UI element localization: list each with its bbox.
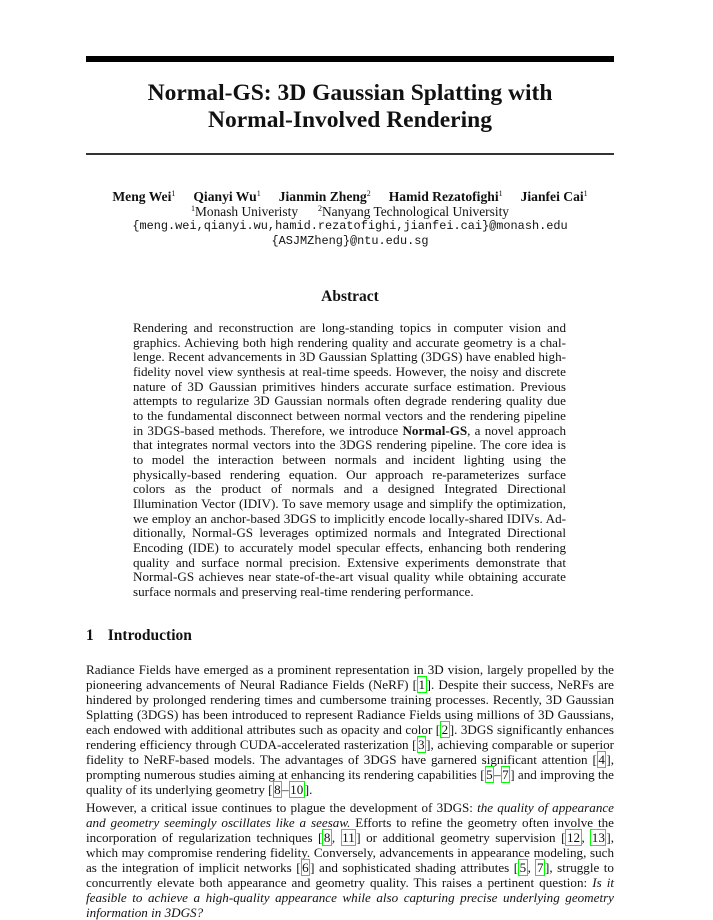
author-name-text: Jianmin Zheng bbox=[278, 189, 367, 204]
citation-link[interactable]: 8 bbox=[323, 830, 331, 846]
citation-separator: , bbox=[581, 830, 591, 846]
author-name-text: Hamid Rezatofighi bbox=[388, 189, 499, 204]
citation-separator: , bbox=[527, 860, 536, 876]
emphasis-text: Is it feasible to achieve a high-quality appearance while also capturing precise underlying geometry information in 3DGS? bbox=[86, 875, 614, 920]
author-name-text: Qianyi Wu bbox=[193, 189, 257, 204]
text-run: ] or additional geometry supervision [ bbox=[356, 830, 566, 846]
section-title: Introduction bbox=[107, 627, 192, 644]
author-name bbox=[521, 189, 588, 204]
intro-paragraph-1 bbox=[86, 662, 614, 797]
text-run: ], prompting numerous studies aiming at enhancing its rendering capabilities [ bbox=[86, 752, 614, 783]
abstract-part: , a novel approach that integrates normal vectors into the 3DGS rendering pipeline. The core idea is to model the interaction between normals and incident lighting using the physically-based rendering equation. Our approach re-parameterizes surface colors as the product of normals and a designed Integrated Directional Illumination Vector (IDIV). To save memory usage and simplify the optimization, we employ an anchor-based 3DGS to implicitly encode locally-shared IDIVs. Additionally, Normal-GS leverages optimized normals and Integrated Directional Encoding (IDE) to accurately model specular effects, enhancing both rendering quality and surface normal precision. Extensive experiments demonstrate that Normal-GS achieves near state-of-the-art visual quality while obtaining accurate surface normals and preserving real-time rendering performance. bbox=[133, 422, 566, 599]
author-name bbox=[112, 189, 175, 204]
section-number: 1 bbox=[86, 627, 94, 644]
abstract-heading: Abstract bbox=[321, 288, 379, 305]
affiliation-mark: 1 bbox=[190, 204, 195, 213]
email-line: {meng.wei,qianyi.wu,hamid.rezatofighi,jianfei.cai}@monash.edu bbox=[132, 219, 568, 233]
abstract-text bbox=[133, 321, 566, 599]
citation-link[interactable]: 7 bbox=[502, 767, 509, 783]
method-name: Normal-GS bbox=[402, 422, 468, 438]
author-name bbox=[193, 189, 260, 204]
text-run: ], struggle to concurrently elevate both appearance and geometry quality. This raises a pertinent question: bbox=[86, 860, 614, 891]
email-line: {ASJMZheng}@ntu.edu.sg bbox=[271, 234, 429, 248]
citation-link[interactable]: 5 bbox=[486, 767, 493, 783]
emphasis-text: the quality of appearance and geometry seemingly oscillates like a seesaw. bbox=[86, 800, 614, 831]
affiliation-name: Monash Univeristy bbox=[194, 204, 299, 219]
paper-title bbox=[86, 80, 614, 134]
affiliation-name: Nanyang Technological University bbox=[322, 204, 509, 219]
citation-link[interactable]: 6 bbox=[302, 860, 309, 876]
text-run: However, a critical issue continues to plague the development of 3DGS: bbox=[86, 800, 478, 815]
title-top-rule bbox=[86, 56, 614, 62]
author-name bbox=[279, 189, 371, 204]
text-run: Efforts to refine the geometry often involve the incorporation of regularization techniques [ bbox=[86, 815, 614, 846]
title-line-2: Normal-Involved Rendering bbox=[208, 107, 492, 133]
affiliation bbox=[191, 204, 298, 219]
citation-range-dash: – bbox=[282, 782, 289, 798]
text-run: ]. Despite their success, NeRFs are hindered by prolonged rendering times and cumbersome training processes. Recently, 3D Gaussian Splatting (3DGS) has been introduced to represent Radiance Fields using millions of 3D Gaussians, each endowed with additional attributes such as opacity and color [ bbox=[86, 677, 614, 738]
citation-range-dash: – bbox=[494, 767, 501, 783]
affiliation-mark: 2 bbox=[318, 204, 323, 213]
author-affil-mark: 1 bbox=[583, 189, 588, 198]
author-names bbox=[86, 188, 614, 205]
author-affil-mark: 1 bbox=[498, 189, 503, 198]
citation-link[interactable]: 3 bbox=[418, 737, 425, 753]
citation-link[interactable]: 5 bbox=[519, 860, 527, 876]
text-run: ] and sophisticated shading attributes [ bbox=[310, 860, 519, 876]
intro-paragraph-2 bbox=[86, 800, 614, 920]
text-run: ], which may compromise rendering fidelity. Conversely, advancements in appearance modeling, such as the integration of implicit networks [ bbox=[86, 830, 615, 876]
citation-link[interactable]: 7 bbox=[536, 860, 544, 876]
citation-separator: , bbox=[331, 830, 341, 846]
citation-link[interactable]: 11 bbox=[342, 830, 355, 846]
affiliations bbox=[86, 204, 614, 219]
citation-link[interactable]: 4 bbox=[598, 752, 605, 768]
affiliation bbox=[318, 204, 509, 219]
text-run: Radiance Fields have emerged as a prominent representation in 3D vision, largely propelled by the pioneering advancements of Neural Radiance Fields (NeRF) [ bbox=[86, 662, 614, 693]
author-name-text: Meng Wei bbox=[112, 189, 172, 204]
title-line-1: Normal-GS: 3D Gaussian Splatting with bbox=[147, 80, 553, 106]
author-block bbox=[86, 188, 614, 249]
author-name bbox=[389, 189, 503, 204]
author-affil-mark: 1 bbox=[256, 189, 261, 198]
author-affil-mark: 2 bbox=[366, 189, 371, 198]
citation-link[interactable]: 13 bbox=[591, 830, 605, 846]
citation-link[interactable]: 1 bbox=[418, 677, 426, 693]
citation-link[interactable]: 12 bbox=[566, 830, 581, 846]
title-bottom-rule bbox=[86, 153, 614, 155]
text-run: ]. 3DGS significantly enhances rendering efficiency through CUDA-accelerated rasterization [ bbox=[86, 722, 614, 753]
abstract-part: Rendering and reconstruction are long-standing topics in computer vision and graphics. Achieving both high rendering quality and accurate geometry is a challenge. Recent advancements in 3D Gaussian Splatting (3DGS) have enabled high-fidelity novel view synthesis at real-time speeds. However, the noisy and discrete nature of 3D Gaussian primitives hinders accurate surface estimation. Previous attempts to regularize 3D Gaussian normals often degrade rendering quality due to the fundamental disconnect between normal vectors and the rendering pipeline in 3DGS-based methods. Therefore, we introduce bbox=[133, 320, 566, 438]
text-run: ]. bbox=[304, 782, 313, 798]
author-affil-mark: 1 bbox=[171, 189, 176, 198]
text-run: ] and improving the quality of its underlying geometry [ bbox=[86, 767, 614, 798]
citation-link[interactable]: 2 bbox=[441, 722, 449, 738]
section-heading bbox=[86, 627, 192, 645]
citation-link[interactable]: 8 bbox=[274, 782, 281, 798]
author-name-text: Jianfei Cai bbox=[520, 189, 584, 204]
citation-link[interactable]: 10 bbox=[290, 782, 304, 798]
text-run: ], achieving comparable or superior fidelity to NeRF-based models. The advantages of 3DGS have garnered significant attention [ bbox=[86, 737, 614, 768]
